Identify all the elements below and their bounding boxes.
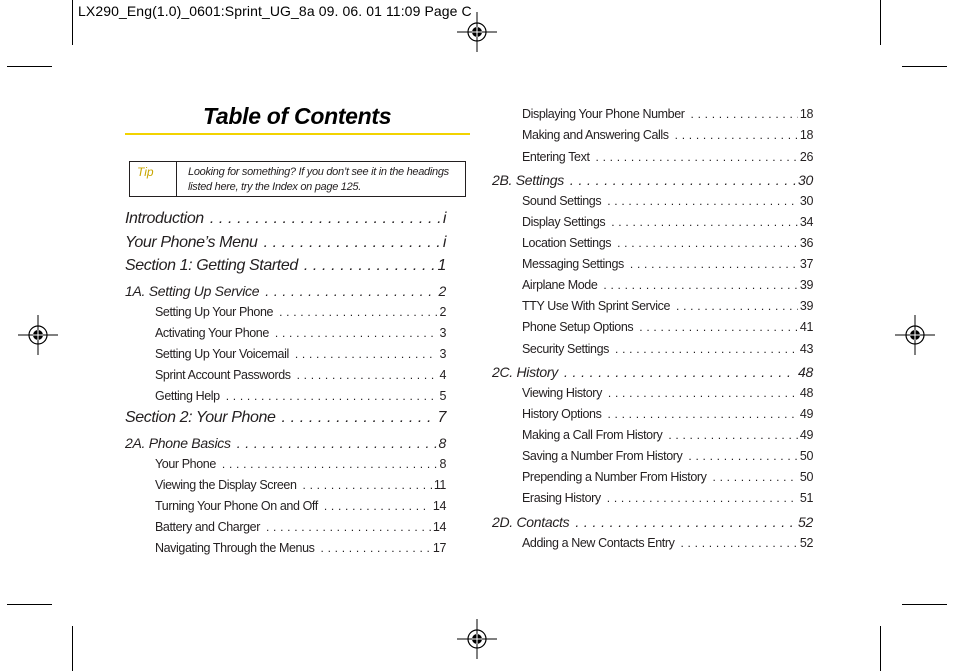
dot-leader — [264, 234, 441, 252]
toc-entry-label: Setting Up Your Voicemail — [155, 347, 289, 361]
registration-mark-icon — [895, 315, 935, 355]
toc-entry-page: 52 — [798, 514, 813, 530]
tip-box — [129, 161, 466, 197]
crop-mark — [72, 0, 73, 45]
toc-entry-page: 50 — [799, 470, 813, 484]
toc-entry-label: Section 2: Your Phone — [125, 409, 276, 426]
toc-entry-label: Your Phone — [155, 457, 216, 471]
toc-entry[interactable] — [522, 536, 813, 550]
toc-entry-label: Displaying Your Phone Number — [522, 107, 685, 121]
dot-leader — [210, 210, 441, 228]
dot-leader — [691, 107, 798, 121]
toc-entry-label: Prepending a Number From History — [522, 470, 707, 484]
toc-entry-page: 30 — [798, 172, 813, 188]
toc-entry[interactable] — [155, 389, 446, 403]
toc-entry-your-phones-menu[interactable] — [125, 234, 446, 252]
toc-entry[interactable] — [155, 326, 446, 340]
toc-entry-label: Setting Up Your Phone — [155, 305, 274, 319]
toc-entry-label: 2D. Contacts — [492, 514, 570, 530]
crop-mark — [72, 626, 73, 671]
toc-entry-page: 18 — [799, 128, 813, 142]
toc-entry[interactable] — [522, 194, 813, 208]
toc-entry-page: i — [442, 234, 446, 251]
toc-entry-label: Adding a New Contacts Entry — [522, 536, 675, 550]
toc-entry-label: History Options — [522, 407, 602, 421]
title-underline — [125, 133, 470, 135]
dot-leader — [608, 386, 798, 400]
toc-entry-2c[interactable] — [492, 364, 813, 380]
dot-leader — [607, 194, 798, 208]
toc-entry-label: Navigating Through the Menus — [155, 541, 315, 555]
toc-entry-page: i — [442, 210, 446, 227]
toc-entry-page: 50 — [799, 449, 813, 463]
dot-leader — [570, 172, 796, 188]
crop-mark — [880, 0, 881, 45]
dot-leader — [275, 326, 438, 340]
toc-entry-page: 52 — [799, 536, 813, 550]
toc-entry[interactable] — [522, 278, 813, 292]
crop-mark — [902, 604, 947, 605]
toc-entry-page: 8 — [438, 435, 446, 451]
toc-entry-page: 3 — [439, 326, 446, 340]
dot-leader — [630, 257, 798, 271]
toc-entry-label: Battery and Charger — [155, 520, 260, 534]
dot-leader — [324, 499, 431, 513]
toc-entry-label: Your Phone’s Menu — [125, 234, 258, 251]
dot-leader — [713, 470, 798, 484]
toc-entry[interactable] — [522, 128, 813, 142]
toc-entry-label: 2C. History — [492, 364, 558, 380]
toc-entry[interactable] — [522, 107, 813, 121]
toc-entry[interactable] — [155, 368, 446, 382]
toc-entry-label: Security Settings — [522, 342, 609, 356]
toc-entry-page: 49 — [799, 428, 813, 442]
toc-entry[interactable] — [522, 150, 813, 164]
toc-entry-label: Making a Call From History — [522, 428, 663, 442]
toc-entry-label: Sprint Account Passwords — [155, 368, 291, 382]
dot-leader — [226, 389, 438, 403]
toc-entry-page: 18 — [799, 107, 813, 121]
dot-leader — [237, 435, 437, 451]
dot-leader — [676, 299, 798, 313]
toc-entry-page: 4 — [439, 368, 446, 382]
dot-leader — [295, 347, 438, 361]
toc-entry-2b[interactable] — [492, 172, 813, 188]
toc-entry-page: 36 — [799, 236, 813, 250]
toc-entry-page: 14 — [432, 499, 446, 513]
toc-entry[interactable] — [155, 520, 446, 534]
dot-leader — [265, 283, 436, 299]
toc-entry-label: Turning Your Phone On and Off — [155, 499, 318, 513]
toc-entry-page: 48 — [798, 364, 813, 380]
toc-entry-page: 39 — [799, 278, 813, 292]
toc-entry-label: Saving a Number From History — [522, 449, 683, 463]
dot-leader — [688, 449, 798, 463]
tip-label: Tip — [130, 162, 177, 196]
registration-mark-icon — [457, 12, 497, 52]
toc-entry[interactable] — [522, 407, 813, 421]
toc-entry-label: Sound Settings — [522, 194, 602, 208]
toc-entry[interactable] — [522, 449, 813, 463]
toc-entry[interactable] — [155, 457, 446, 471]
dot-leader — [668, 428, 798, 442]
dot-leader — [297, 368, 438, 382]
crop-mark — [902, 66, 947, 67]
toc-entry-page: 26 — [799, 150, 813, 164]
toc-entry-label: Display Settings — [522, 215, 606, 229]
registration-mark-icon — [457, 619, 497, 659]
dot-leader — [639, 320, 798, 334]
dot-leader — [575, 514, 796, 530]
toc-entry-page: 2 — [439, 305, 446, 319]
dot-leader — [675, 128, 798, 142]
toc-entry-page: 48 — [799, 386, 813, 400]
toc-entry-label: Airplane Mode — [522, 278, 598, 292]
toc-entry-page: 3 — [439, 347, 446, 361]
toc-entry-page: 8 — [439, 457, 446, 471]
toc-entry[interactable] — [522, 491, 813, 505]
toc-entry[interactable] — [522, 299, 813, 313]
dot-leader — [611, 215, 798, 229]
dot-leader — [564, 364, 796, 380]
toc-entry-label: Introduction — [125, 210, 204, 227]
toc-entry-page: 41 — [799, 320, 813, 334]
toc-entry-introduction[interactable] — [125, 210, 446, 228]
toc-entry-page: 14 — [432, 520, 446, 534]
toc-entry[interactable] — [155, 499, 446, 513]
dot-leader — [615, 342, 798, 356]
toc-entry-label: TTY Use With Sprint Service — [522, 299, 671, 313]
toc-entry-page: 17 — [432, 541, 446, 555]
toc-entry-page: 43 — [799, 342, 813, 356]
toc-entry-1a[interactable] — [125, 283, 446, 299]
toc-entry-section-1[interactable] — [125, 257, 446, 275]
dot-leader — [680, 536, 797, 550]
crop-mark — [880, 626, 881, 671]
dot-leader — [266, 520, 431, 534]
toc-entry[interactable] — [155, 541, 446, 555]
toc-entry-label: 1A. Setting Up Service — [125, 283, 260, 299]
toc-entry-2d[interactable] — [492, 514, 813, 530]
toc-entry-label: Messaging Settings — [522, 257, 624, 271]
toc-entry-page: 51 — [799, 491, 813, 505]
toc-entry[interactable] — [522, 386, 813, 400]
toc-entry-label: Activating Your Phone — [155, 326, 269, 340]
toc-entry-label: Getting Help — [155, 389, 220, 403]
toc-entry-page: 37 — [799, 257, 813, 271]
toc-entry-label: 2A. Phone Basics — [125, 435, 231, 451]
dot-leader — [607, 491, 798, 505]
dot-leader — [222, 457, 438, 471]
toc-entry-page: 1 — [437, 257, 446, 274]
toc-entry-label: Entering Text — [522, 150, 590, 164]
toc-entry-page: 5 — [439, 389, 446, 403]
toc-entry[interactable] — [522, 236, 813, 250]
toc-entry[interactable] — [155, 478, 446, 492]
dot-leader — [596, 150, 798, 164]
print-slug: LX290_Eng(1.0)_0601:Sprint_UG_8a 09. 06. 01 11:09 Page C — [78, 3, 472, 19]
toc-entry-page: 39 — [799, 299, 813, 313]
toc-entry-label: Phone Setup Options — [522, 320, 634, 334]
toc-entry[interactable] — [155, 305, 446, 319]
toc-entry-section-2[interactable] — [125, 409, 446, 427]
toc-entry-label: Viewing History — [522, 386, 602, 400]
dot-leader — [279, 305, 437, 319]
toc-entry-page: 30 — [799, 194, 813, 208]
toc-entry-page: 34 — [799, 215, 813, 229]
toc-entry-label: Viewing the Display Screen — [155, 478, 297, 492]
toc-entry[interactable] — [522, 215, 813, 229]
toc-entry-page: 7 — [437, 409, 446, 426]
dot-leader — [321, 541, 431, 555]
toc-entry[interactable] — [522, 257, 813, 271]
dot-leader — [282, 409, 436, 427]
toc-entry-label: Location Settings — [522, 236, 612, 250]
dot-leader — [607, 407, 797, 421]
toc-entry[interactable] — [522, 428, 813, 442]
dot-leader — [617, 236, 798, 250]
toc-entry[interactable] — [522, 320, 813, 334]
toc-entry-label: Erasing History — [522, 491, 601, 505]
toc-entry-label: Section 1: Getting Started — [125, 257, 298, 274]
toc-entry[interactable] — [155, 347, 446, 361]
crop-mark — [7, 604, 52, 605]
dot-leader — [303, 478, 432, 492]
registration-mark-icon — [18, 315, 58, 355]
toc-entry[interactable] — [522, 470, 813, 484]
toc-entry-page: 49 — [799, 407, 813, 421]
page-title: Table of Contents — [203, 103, 392, 129]
toc-entry-page: 11 — [433, 478, 446, 492]
toc-entry-page: 2 — [438, 283, 446, 299]
toc-entry[interactable] — [522, 342, 813, 356]
crop-mark — [7, 66, 52, 67]
toc-entry-label: 2B. Settings — [492, 172, 564, 188]
toc-entry-label: Making and Answering Calls — [522, 128, 669, 142]
tip-text: Looking for something? If you don’t see it in the headings listed here, try the Index on page 125. — [188, 166, 449, 193]
dot-leader — [304, 257, 436, 275]
toc-entry-2a[interactable] — [125, 435, 446, 451]
dot-leader — [603, 278, 797, 292]
